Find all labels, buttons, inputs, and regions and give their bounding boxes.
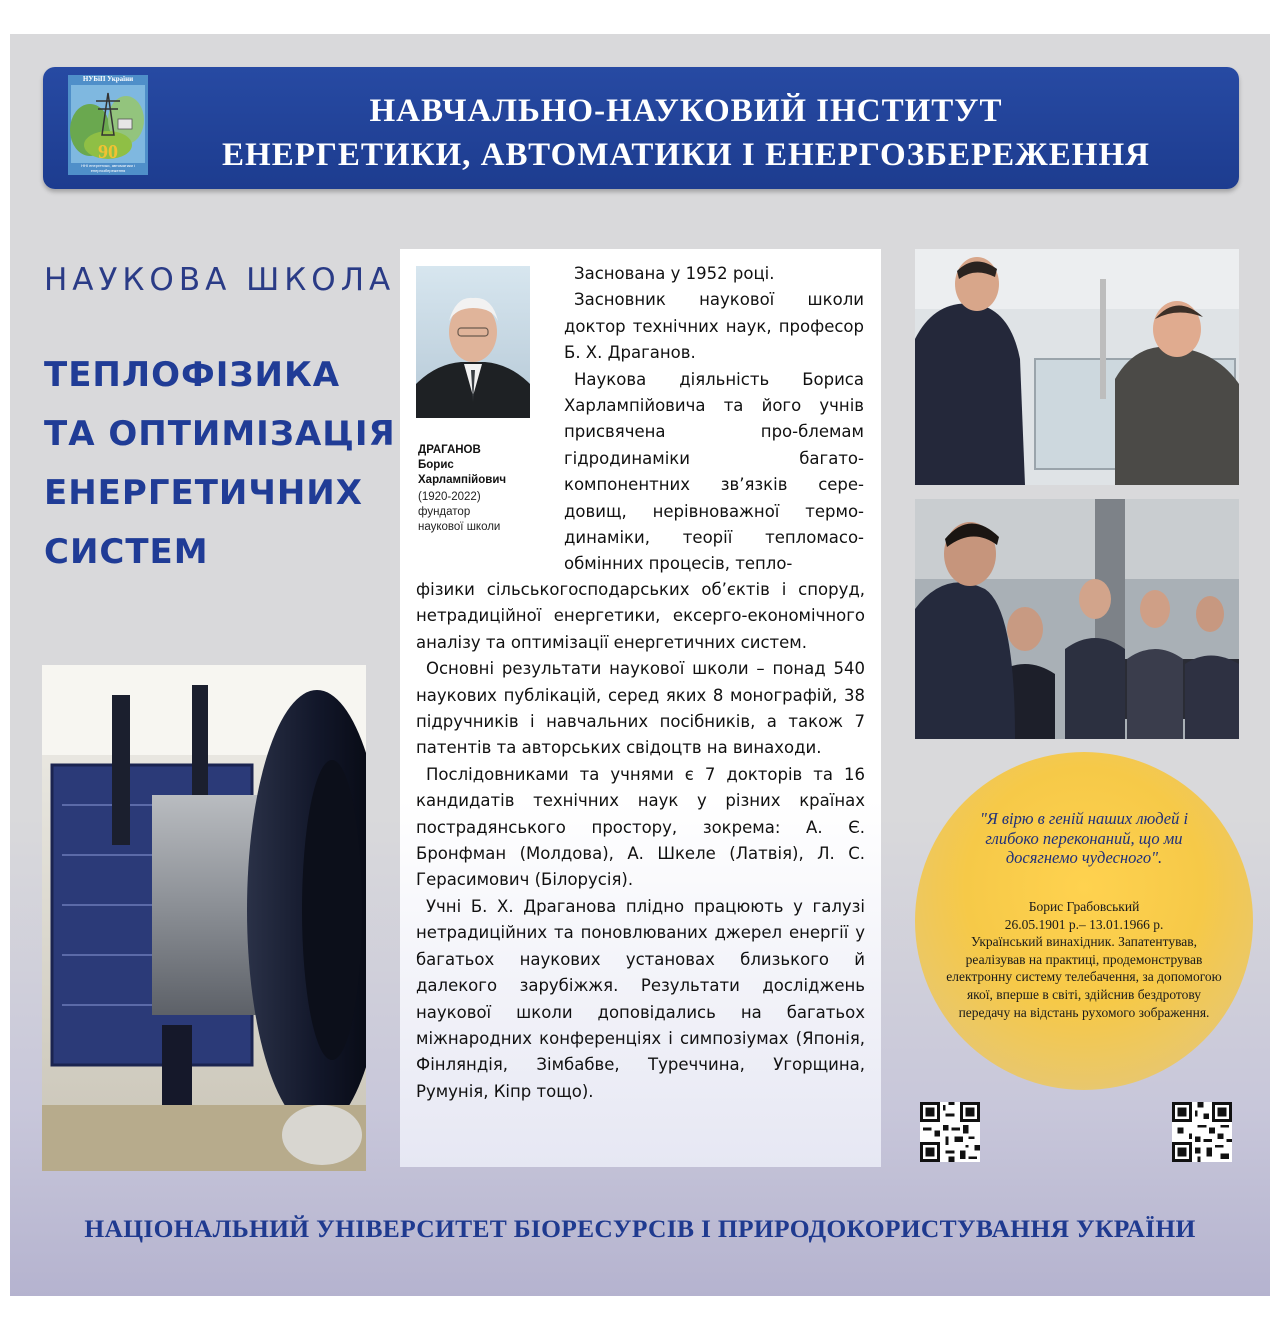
main-text <box>416 577 865 1105</box>
qr-code-icon[interactable] <box>1172 1102 1232 1162</box>
paragraph: фізики сільськогосподарських об’єктів і споруд, нетрадиційної енергетики, ексерго-економічного аналізу та оптимізації енергетичних систем. <box>416 580 865 652</box>
logo-top-text: НУБіП України <box>82 75 134 83</box>
founder-role: фундатор <box>418 506 471 518</box>
quote-circle <box>915 752 1253 1090</box>
school-label: НАУКОВА ШКОЛА <box>44 262 396 298</box>
equipment-photo <box>42 665 366 1171</box>
header-title-line2: ЕНЕРГЕТИКИ, АВТОМАТИКИ І ЕНЕРГОЗБЕРЕЖЕННЯ <box>222 137 1150 173</box>
paragraph: Основні результати наукової школи – понад 540 наукових публікацій, серед яких 8 монографій, 38 підручників і навчальних посібників, а також 7 патентів та авторських свідоцтв на винаходи. <box>416 659 865 758</box>
logo-number: 90 <box>98 141 118 163</box>
paragraph: Послідовниками та учнями є 7 докторів та 16 кандидатів технічних наук у різних країнах пострадянського простору, зокрема: А. Є. Бронфман (Молдова), А. Шкеле (Латвія), Л. С. Герасимович (Білорусія). <box>416 764 865 890</box>
lab-photo-students <box>915 499 1239 739</box>
school-title-line: СИСТЕМ <box>44 532 209 572</box>
founder-surname: ДРАГАНОВ <box>418 444 481 456</box>
header-title-line1: НАВЧАЛЬНО-НАУКОВИЙ ІНСТИТУТ <box>369 93 1003 129</box>
founder-years: (1920-2022) <box>418 491 481 503</box>
header-title <box>153 89 1219 177</box>
paragraph: Засновник наукової школи доктор технічних наук, професор Б. Х. Драганов. <box>564 290 864 363</box>
poster-board <box>10 34 1270 1296</box>
quote-author: Борис Грабовський <box>1028 899 1140 914</box>
lab-photo-researchers <box>915 249 1239 485</box>
intro-text <box>564 261 864 578</box>
institute-logo <box>68 75 148 175</box>
paragraph: Учні Б. Х. Драганова плідно працюють у галузі нетрадиційних та поновлюваних джерел енергії у багатьох наукових установах близького й далекого зарубіжжя. Результати досліджень наукової школи доповідались на багатьох міжнародних конференціях і симпозіумах (Японія, Фінляндія, Зімбабве, Туреччина, Угорщина, Румунія, Кіпр тощо). <box>416 896 865 1101</box>
founder-name: Борис <box>418 459 454 471</box>
header-banner <box>43 67 1239 189</box>
footer-university: НАЦІОНАЛЬНИЙ УНІВЕРСИТЕТ БІОРЕСУРСІВ І ПРИРОДОКОРИСТУВАННЯ УКРАЇНИ <box>84 1214 1196 1243</box>
school-title-line: ЕНЕРГЕТИЧНИХ <box>44 473 363 513</box>
founder-role: наукової школи <box>418 521 501 533</box>
founder-patronymic: Харлампійович <box>418 474 507 486</box>
paragraph: Наукова діяльність Бориса Харлампійовича та його учнів присвячена про-блемам гідродинаміки багато-компонентних зв’язків сере-довищ, нерівноважної термо-динаміки, теорії тепломасо-обмінних процесів, тепло- <box>564 369 864 574</box>
quote-attribution <box>941 898 1227 1021</box>
founder-portrait <box>416 266 530 418</box>
qr-code-icon[interactable] <box>920 1102 980 1162</box>
school-title <box>44 346 396 582</box>
quote-dates: 26.05.1901 р.– 13.01.1966 р. <box>1004 916 1164 932</box>
school-title-line: ТЕПЛОФІЗИКА <box>44 355 341 395</box>
paragraph: Заснована у 1952 році. <box>574 264 775 283</box>
quote-text: "Я вірю в геній наших людей і глибоко переконаний, що ми досягнемо чудесного". <box>979 809 1189 867</box>
quote-bio: Український винахідник. Запатентував, реалізував на практиці, продемонстрував електронну систему телебачення, за допомогою якої, вперше в світі, здійснив бездротову передачу на відстань рухомого зображення. <box>946 934 1222 1020</box>
text-panel <box>400 249 881 1167</box>
logo-bottom-text: ННІ енергетики, автоматики і енергозбереження <box>81 163 135 173</box>
school-title-line: ТА ОПТИМІЗАЦІЯ <box>44 414 396 454</box>
